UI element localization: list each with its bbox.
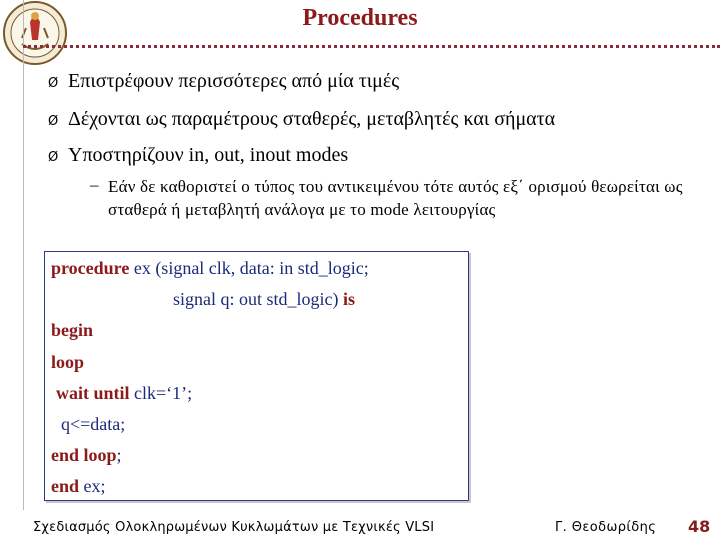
sub-bullet-dash: – (90, 175, 99, 194)
code-line-2: signal q: out std_logic) is (173, 289, 356, 309)
bullet-text-1: Επιστρέφουν περισσότερες από μία τιμές (68, 70, 400, 92)
code-box (44, 251, 469, 501)
title-rule (23, 45, 720, 48)
sub-bullet-text: Εάν δε καθοριστεί ο τύπος του αντικειμένου τότε αυτός εξ΄ ορισμού θεωρείται ως σταθερά ή μεταβλητή ανάλογα με το mode λειτουργίας (108, 177, 683, 219)
footer-author: Γ. Θεοδωρίδης (555, 520, 657, 535)
bullet-text-3: Υποστηρίζουν in, out, inout modes (68, 144, 349, 166)
slide-title: Procedures (302, 5, 418, 31)
code-line-1: procedure ex (signal clk, data: in std_logic; (51, 258, 369, 278)
page-number: 48 (688, 517, 711, 536)
code-line-8: end ex; (51, 476, 106, 496)
bullet-item-2 (48, 108, 555, 131)
code-line-3: begin (51, 320, 94, 340)
left-divider (23, 0, 24, 510)
code-line-5: wait until clk=‘1’; (56, 383, 193, 403)
bullet-marker-icon: Ø (48, 76, 59, 91)
bullet-marker-icon: Ø (48, 114, 59, 129)
bullet-text-2: Δέχονται ως παραμέτρους σταθερές, μεταβλητές και σήματα (68, 108, 556, 130)
bullet-item-3 (48, 144, 348, 167)
code-line-7: end loop; (51, 445, 122, 465)
code-line-4: loop (51, 352, 85, 372)
bullet-item-1 (48, 70, 399, 93)
code-line-6: q<=data; (61, 414, 126, 434)
bullet-marker-icon: Ø (48, 150, 59, 165)
footer-course: Σχεδιασμός Ολοκληρωμένων Κυκλωμάτων με Τεχνικές VLSI (33, 520, 435, 535)
